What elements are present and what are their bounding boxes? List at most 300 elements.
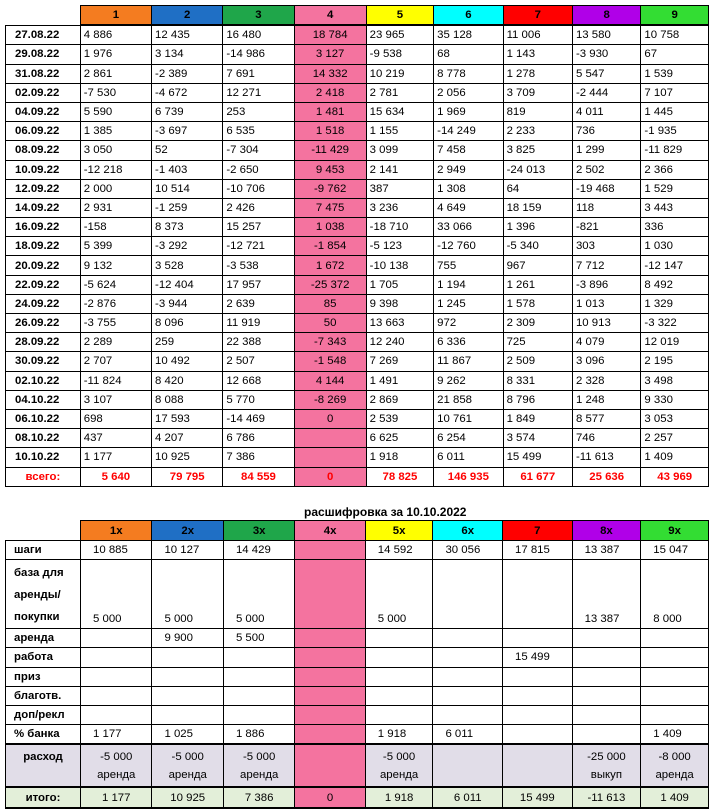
value-cell: -3 755 (80, 314, 151, 333)
table-row (6, 294, 709, 313)
breakdown-value: 8 000 (641, 560, 709, 629)
value-cell: 3 134 (152, 45, 223, 64)
value-cell: 1 529 (641, 179, 709, 198)
value-cell: -12 218 (80, 160, 151, 179)
total-value: 25 636 (572, 467, 640, 486)
value-cell: 15 499 (503, 448, 572, 467)
value-cell: -25 372 (294, 275, 366, 294)
total-value: 5 640 (80, 467, 151, 486)
value-cell: -1 854 (294, 237, 366, 256)
expense-cell (365, 744, 433, 787)
breakdown-value (365, 686, 433, 705)
breakdown-value (152, 705, 223, 724)
table-row (6, 160, 709, 179)
date-cell: 08.09.22 (6, 141, 81, 160)
expense-note: аренда (655, 768, 694, 781)
total-value: 146 935 (434, 467, 503, 486)
table-row (6, 237, 709, 256)
value-cell: -3 538 (223, 256, 294, 275)
table-row (6, 83, 709, 102)
breakdown-value (295, 541, 365, 560)
value-cell: 3 107 (80, 390, 151, 409)
column-header-4: 4 (294, 6, 366, 26)
value-cell: 967 (503, 256, 572, 275)
row-label: доп/рекл (6, 705, 81, 724)
value-cell: 746 (572, 429, 640, 448)
table-row (6, 45, 709, 64)
date-cell: 04.09.22 (6, 102, 81, 121)
breakdown-value (295, 686, 365, 705)
value-cell: -3 322 (641, 314, 709, 333)
value-cell: -2 876 (80, 294, 151, 313)
breakdown-value (641, 686, 709, 705)
breakdown-value (572, 648, 641, 667)
breakdown-value (641, 667, 709, 686)
expense-amount: -8 000 (658, 750, 691, 763)
table-row (6, 314, 709, 333)
breakdown-row (6, 705, 709, 724)
value-cell: 50 (294, 314, 366, 333)
breakdown-row (6, 560, 709, 629)
breakdown-value (295, 705, 365, 724)
value-cell: 21 858 (434, 390, 503, 409)
value-cell: 17 957 (223, 275, 294, 294)
table-row (6, 218, 709, 237)
date-cell: 30.09.22 (6, 352, 81, 371)
value-cell: 1 329 (641, 294, 709, 313)
breakdown-column-header-9: 9х (641, 521, 709, 541)
breakdown-value (365, 648, 433, 667)
date-cell: 08.10.22 (6, 429, 81, 448)
breakdown-value (572, 667, 641, 686)
value-cell: -3 697 (152, 122, 223, 141)
breakdown-value (81, 648, 152, 667)
value-cell: -2 650 (223, 160, 294, 179)
value-cell: 725 (503, 333, 572, 352)
value-cell: -1 548 (294, 352, 366, 371)
expense-amount: -5 000 (100, 750, 133, 763)
row-label: работа (6, 648, 81, 667)
breakdown-title: расшифровка за 10.10.2022 (304, 505, 467, 519)
value-cell: 8 088 (152, 390, 223, 409)
value-cell: 13 580 (572, 25, 640, 45)
breakdown-row (6, 686, 709, 705)
value-cell: -2 444 (572, 83, 640, 102)
column-header-3: 3 (223, 6, 294, 26)
expense-cell (295, 744, 365, 787)
table-row (6, 102, 709, 121)
row-label: % банка (6, 725, 81, 745)
itogo-value: 1 918 (365, 787, 433, 808)
breakdown-value (365, 629, 433, 648)
breakdown-value (572, 629, 641, 648)
column-header-6: 6 (434, 6, 503, 26)
date-cell: 06.09.22 (6, 122, 81, 141)
value-cell: 14 332 (294, 64, 366, 83)
value-cell: 2 289 (80, 333, 151, 352)
value-cell: 4 886 (80, 25, 151, 45)
expense-note: аренда (97, 768, 136, 781)
date-cell: 02.10.22 (6, 371, 81, 390)
breakdown-row (6, 648, 709, 667)
value-cell: -8 269 (294, 390, 366, 409)
date-cell: 22.09.22 (6, 275, 81, 294)
date-cell: 18.09.22 (6, 237, 81, 256)
breakdown-row (6, 541, 709, 560)
value-cell: 10 758 (641, 25, 709, 45)
breakdown-value (295, 560, 365, 629)
total-value: 0 (294, 467, 366, 486)
itogo-value: 7 386 (223, 787, 294, 808)
value-cell: -821 (572, 218, 640, 237)
value-cell: -12 760 (434, 237, 503, 256)
value-cell: 1 155 (366, 122, 434, 141)
breakdown-value: 1 177 (81, 725, 152, 745)
value-cell: -11 429 (294, 141, 366, 160)
value-cell: 1 308 (434, 179, 503, 198)
expense-cell (641, 744, 709, 787)
value-cell: 12 435 (152, 25, 223, 45)
value-cell: 1 705 (366, 275, 434, 294)
value-cell: 8 373 (152, 218, 223, 237)
value-cell: 2 141 (366, 160, 434, 179)
value-cell: -11 613 (572, 448, 640, 467)
value-cell: 2 502 (572, 160, 640, 179)
total-value: 61 677 (503, 467, 572, 486)
value-cell: 2 869 (366, 390, 434, 409)
value-cell: -12 721 (223, 237, 294, 256)
value-cell: -1 935 (641, 122, 709, 141)
breakdown-value: 1 409 (641, 725, 709, 745)
value-cell: 387 (366, 179, 434, 198)
breakdown-value (503, 629, 573, 648)
value-cell: 2 000 (80, 179, 151, 198)
breakdown-value (81, 629, 152, 648)
value-cell: 6 336 (434, 333, 503, 352)
value-cell: 118 (572, 198, 640, 217)
value-cell: 4 011 (572, 102, 640, 121)
value-cell: 10 925 (152, 448, 223, 467)
column-header-9: 9 (641, 6, 709, 26)
row-label: приз (6, 667, 81, 686)
value-cell: 2 426 (223, 198, 294, 217)
value-cell: 2 949 (434, 160, 503, 179)
corner-cell (6, 6, 81, 26)
expense-row (6, 744, 709, 787)
table-row (6, 141, 709, 160)
value-cell: -14 469 (223, 409, 294, 428)
breakdown-value (433, 560, 503, 629)
value-cell: 6 739 (152, 102, 223, 121)
value-cell: 15 634 (366, 102, 434, 121)
value-cell: 2 233 (503, 122, 572, 141)
breakdown-value (223, 667, 294, 686)
table-row (6, 122, 709, 141)
value-cell: -7 530 (80, 83, 151, 102)
breakdown-column-header-6: 6х (433, 521, 503, 541)
value-cell: 3 099 (366, 141, 434, 160)
itogo-label: итого: (6, 787, 81, 808)
table-row (6, 409, 709, 428)
expense-note: аренда (379, 768, 419, 781)
value-cell: 2 328 (572, 371, 640, 390)
value-cell: 2 707 (80, 352, 151, 371)
value-cell: -5 624 (80, 275, 151, 294)
breakdown-value (503, 686, 573, 705)
value-cell: 11 919 (223, 314, 294, 333)
breakdown-value (433, 629, 503, 648)
value-cell: 1 278 (503, 64, 572, 83)
breakdown-column-header-5: 5х (365, 521, 433, 541)
value-cell: 4 649 (434, 198, 503, 217)
value-cell: -9 538 (366, 45, 434, 64)
expense-cell (503, 744, 573, 787)
breakdown-value (152, 686, 223, 705)
value-cell: 6 625 (366, 429, 434, 448)
breakdown-value (81, 667, 152, 686)
date-cell: 14.09.22 (6, 198, 81, 217)
value-cell: 1 248 (572, 390, 640, 409)
value-cell: 2 639 (223, 294, 294, 313)
value-cell: 7 458 (434, 141, 503, 160)
date-cell: 26.09.22 (6, 314, 81, 333)
value-cell: -3 896 (572, 275, 640, 294)
value-cell: -14 986 (223, 45, 294, 64)
breakdown-column-header-8: 8х (572, 521, 641, 541)
value-cell: 64 (503, 179, 572, 198)
breakdown-value: 17 815 (503, 541, 573, 560)
value-cell: 1 261 (503, 275, 572, 294)
breakdown-value: 13 387 (572, 541, 641, 560)
corner-cell (6, 521, 81, 541)
expense-label: расход (6, 744, 81, 787)
value-cell: -11 829 (641, 141, 709, 160)
breakdown-value: 15 047 (641, 541, 709, 560)
breakdown-column-header-3: 3х (223, 521, 294, 541)
date-cell: 16.09.22 (6, 218, 81, 237)
breakdown-row (6, 725, 709, 745)
value-cell: 7 475 (294, 198, 366, 217)
itogo-row (6, 787, 709, 808)
itogo-value: 1 177 (81, 787, 152, 808)
breakdown-value: 10 885 (81, 541, 152, 560)
date-cell: 02.09.22 (6, 83, 81, 102)
value-cell: 12 019 (641, 333, 709, 352)
value-cell: 4 144 (294, 371, 366, 390)
value-cell: -9 762 (294, 179, 366, 198)
value-cell: 3 053 (641, 409, 709, 428)
breakdown-value: 14 592 (365, 541, 433, 560)
value-cell: 8 096 (152, 314, 223, 333)
date-cell: 31.08.22 (6, 64, 81, 83)
value-cell: 1 409 (641, 448, 709, 467)
value-cell: 253 (223, 102, 294, 121)
breakdown-row (6, 667, 709, 686)
value-cell: -12 404 (152, 275, 223, 294)
total-row (6, 467, 709, 486)
value-cell: 4 079 (572, 333, 640, 352)
value-cell: 10 492 (152, 352, 223, 371)
value-cell: 23 965 (366, 25, 434, 45)
value-cell: 972 (434, 314, 503, 333)
value-cell: 1 539 (641, 64, 709, 83)
value-cell: -18 710 (366, 218, 434, 237)
breakdown-value (433, 648, 503, 667)
value-cell: 7 269 (366, 352, 434, 371)
column-header-7: 7 (503, 6, 572, 26)
value-cell: 2 056 (434, 83, 503, 102)
value-cell: -7 343 (294, 333, 366, 352)
breakdown-value (365, 667, 433, 686)
breakdown-value: 1 918 (365, 725, 433, 745)
breakdown-value (295, 725, 365, 745)
value-cell: 1 385 (80, 122, 151, 141)
date-cell: 28.09.22 (6, 333, 81, 352)
value-cell: -12 147 (641, 256, 709, 275)
table-row (6, 448, 709, 467)
value-cell: 2 366 (641, 160, 709, 179)
value-cell: 1 849 (503, 409, 572, 428)
breakdown-value: 5 000 (152, 560, 223, 629)
value-cell: 1 518 (294, 122, 366, 141)
expense-amount: -5 000 (171, 750, 204, 763)
daily-results-table (5, 5, 709, 487)
value-cell: 7 386 (223, 448, 294, 467)
value-cell: 2 509 (503, 352, 572, 371)
expense-note: выкуп (590, 768, 623, 781)
value-cell: 2 931 (80, 198, 151, 217)
table-row (6, 333, 709, 352)
table-row (6, 179, 709, 198)
value-cell: 336 (641, 218, 709, 237)
breakdown-value (365, 705, 433, 724)
itogo-value: 1 409 (641, 787, 709, 808)
row-label: аренда (6, 629, 81, 648)
value-cell (294, 448, 366, 467)
value-cell: 1 969 (434, 102, 503, 121)
expense-cell (223, 744, 294, 787)
value-cell: -5 123 (366, 237, 434, 256)
breakdown-value (433, 667, 503, 686)
value-cell: -4 672 (152, 83, 223, 102)
value-cell: -2 389 (152, 64, 223, 83)
value-cell: 0 (294, 409, 366, 428)
expense-note: аренда (168, 768, 207, 781)
date-cell: 10.09.22 (6, 160, 81, 179)
value-cell: 2 257 (641, 429, 709, 448)
value-cell: 11 867 (434, 352, 503, 371)
value-cell: 2 539 (366, 409, 434, 428)
date-cell: 06.10.22 (6, 409, 81, 428)
expense-amount: -5 000 (382, 750, 416, 763)
breakdown-value (503, 725, 573, 745)
table-row (6, 390, 709, 409)
breakdown-value (503, 667, 573, 686)
value-cell: 52 (152, 141, 223, 160)
itogo-value: 0 (295, 787, 365, 808)
breakdown-row (6, 629, 709, 648)
value-cell: 10 219 (366, 64, 434, 83)
breakdown-value: 5 500 (223, 629, 294, 648)
value-cell: 7 107 (641, 83, 709, 102)
breakdown-value: 6 011 (433, 725, 503, 745)
value-cell: 8 492 (641, 275, 709, 294)
breakdown-value (295, 667, 365, 686)
breakdown-value (572, 725, 641, 745)
breakdown-header-row (6, 521, 709, 541)
breakdown-value (641, 705, 709, 724)
value-cell: -1 403 (152, 160, 223, 179)
value-cell: 15 257 (223, 218, 294, 237)
breakdown-value (295, 648, 365, 667)
row-label: база для аренды/покупки (6, 560, 81, 629)
total-value: 78 825 (366, 467, 434, 486)
expense-cell (433, 744, 503, 787)
value-cell: 259 (152, 333, 223, 352)
itogo-value: 15 499 (503, 787, 573, 808)
value-cell: 67 (641, 45, 709, 64)
date-cell: 12.09.22 (6, 179, 81, 198)
breakdown-value (572, 686, 641, 705)
value-cell: 1 445 (641, 102, 709, 121)
value-cell: -10 706 (223, 179, 294, 198)
value-cell: 2 861 (80, 64, 151, 83)
value-cell: 1 245 (434, 294, 503, 313)
breakdown-value: 14 429 (223, 541, 294, 560)
value-cell: 8 577 (572, 409, 640, 428)
table-row (6, 25, 709, 45)
breakdown-value: 13 387 (572, 560, 641, 629)
value-cell: 8 778 (434, 64, 503, 83)
column-header-5: 5 (366, 6, 434, 26)
table-row (6, 275, 709, 294)
value-cell: -14 249 (434, 122, 503, 141)
expense-amount: -5 000 (243, 750, 276, 763)
breakdown-column-header-4: 4х (295, 521, 365, 541)
breakdown-value (152, 648, 223, 667)
value-cell: -11 824 (80, 371, 151, 390)
breakdown-column-header-2: 2х (152, 521, 223, 541)
value-cell: 9 262 (434, 371, 503, 390)
value-cell: 9 330 (641, 390, 709, 409)
value-cell: 3 574 (503, 429, 572, 448)
value-cell: 1 491 (366, 371, 434, 390)
itogo-value: 6 011 (433, 787, 503, 808)
value-cell: 9 453 (294, 160, 366, 179)
breakdown-value: 15 499 (503, 648, 573, 667)
breakdown-value: 1 886 (223, 725, 294, 745)
value-cell: 1 578 (503, 294, 572, 313)
value-cell: 12 271 (223, 83, 294, 102)
value-cell: 10 761 (434, 409, 503, 428)
value-cell: 1 976 (80, 45, 151, 64)
total-value: 79 795 (152, 467, 223, 486)
total-label: всего: (6, 467, 81, 486)
table-row (6, 64, 709, 83)
value-cell: 3 709 (503, 83, 572, 102)
breakdown-value: 10 127 (152, 541, 223, 560)
value-cell: 1 038 (294, 218, 366, 237)
column-header-2: 2 (152, 6, 223, 26)
value-cell: 6 254 (434, 429, 503, 448)
value-cell: 6 786 (223, 429, 294, 448)
value-cell: -1 259 (152, 198, 223, 217)
value-cell: 17 593 (152, 409, 223, 428)
value-cell: 3 528 (152, 256, 223, 275)
value-cell: -10 138 (366, 256, 434, 275)
expense-amount: -25 000 (587, 750, 626, 763)
value-cell: 2 195 (641, 352, 709, 371)
